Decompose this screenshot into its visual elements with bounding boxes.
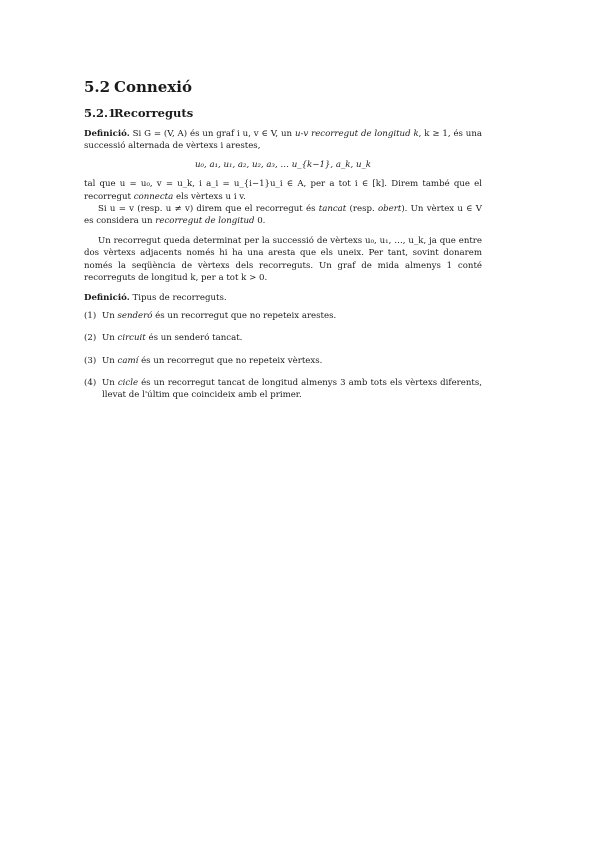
defined-term: recorregut de longitud bbox=[155, 216, 255, 227]
definition-label: Definició. bbox=[84, 293, 130, 304]
list-item bbox=[84, 377, 482, 401]
subsection-number: 5.2.1 bbox=[84, 106, 117, 120]
definition-walk bbox=[84, 128, 482, 152]
definition-text: Tipus de recorreguts. bbox=[129, 293, 227, 304]
paragraph-text: (resp. bbox=[346, 203, 378, 214]
section-title: Connexió bbox=[114, 78, 192, 96]
section-heading bbox=[84, 78, 482, 96]
list-item-text: Un senderó és un recorregut que no repeteix arestes. bbox=[102, 311, 337, 322]
subsection-title: Recorreguts bbox=[114, 106, 194, 120]
list-item-label: (2) bbox=[84, 333, 97, 344]
list-item bbox=[84, 332, 482, 344]
paragraph-closed-open bbox=[84, 203, 482, 227]
paragraph-text: 0. bbox=[254, 216, 266, 227]
definition-walk-continued bbox=[84, 178, 482, 202]
defined-term: cicle bbox=[117, 377, 139, 388]
section-number: 5.2 bbox=[84, 78, 111, 96]
definition-text: , k ≥ 1, és una successió alternada de vèrtexs i arestes, bbox=[84, 129, 482, 152]
list-item-label: (1) bbox=[84, 311, 97, 322]
list-item-text: Un camí és un recorregut que no repeteix vèrtexs. bbox=[102, 355, 323, 366]
defined-term: senderó bbox=[117, 311, 153, 322]
list-item-text: Un cicle és un recorregut tancat de longitud almenys 3 amb tots els vèrtexs diferents, llevat de l'últim que coincideix amb el primer. bbox=[102, 377, 482, 401]
list-item bbox=[84, 355, 482, 367]
definition-text: Si G = (V, A) és un graf i u, v ∈ V, un bbox=[129, 129, 295, 139]
walk-types-list bbox=[84, 310, 482, 401]
definition-types bbox=[84, 292, 482, 304]
page-content bbox=[84, 78, 482, 411]
paragraph-text: ). Un vèrtex u ∈ V es considera un bbox=[84, 203, 483, 227]
subsection-heading bbox=[84, 106, 482, 120]
paragraph-vertex-sequence: Un recorregut queda determinat per la successió de vèrtexs u₀, u₁, …, u_k, ja que entre dos vèrtexs adjacents només hi ha una aresta que els uneix. Per tant, sovint donarem només la seqüència de vèrtexs dels recorreguts. Un graf de mida almenys 1 conté recorreguts de longitud k, per a tot k > 0. bbox=[84, 236, 482, 283]
list-item-text: Un circuit és un senderó tancat. bbox=[102, 333, 243, 344]
definition-text: tal que u = u₀, v = u_k, i a_i = u_{i−1}u_i ∈ A, per a tot i ∈ [k]. Direm també que el recorregut bbox=[84, 179, 482, 202]
list-item bbox=[84, 310, 482, 322]
definition-text: els vèrtexs u i v. bbox=[173, 191, 246, 202]
defined-term: obert bbox=[377, 203, 402, 214]
defined-term: circuit bbox=[117, 333, 146, 344]
list-item-label: (4) bbox=[84, 377, 97, 388]
list-item-label: (3) bbox=[84, 355, 97, 366]
defined-term: tancat bbox=[318, 203, 347, 214]
defined-term: camí bbox=[117, 355, 139, 366]
display-equation: u₀, a₁, u₁, a₂, u₂, a₃, … u_{k−1}, a_k, u_k bbox=[195, 160, 371, 171]
definition-label: Definició. bbox=[84, 129, 130, 139]
paragraph-text: Si u = v (resp. u ≠ v) direm que el recorregut és bbox=[98, 203, 319, 214]
defined-term: connecta bbox=[133, 191, 174, 202]
defined-term: u-v recorregut de longitud k bbox=[294, 129, 419, 139]
